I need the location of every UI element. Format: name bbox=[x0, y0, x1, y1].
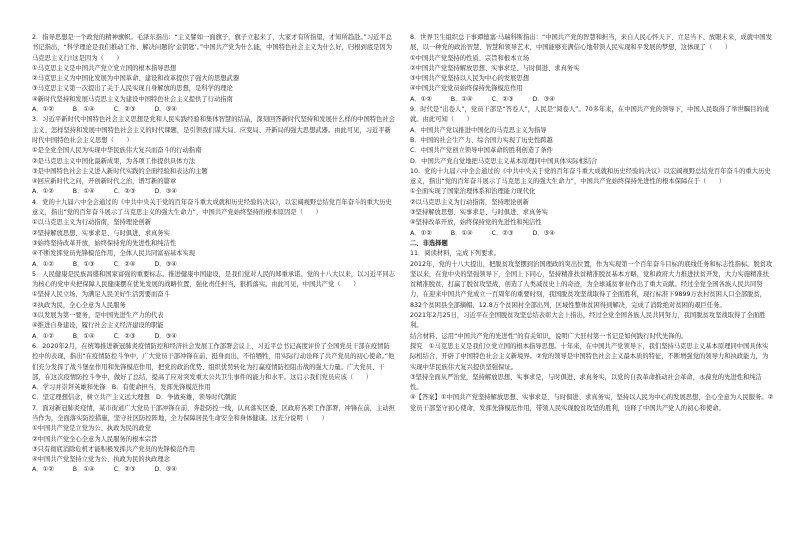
left-option-line: A．①② B．①③ C．②④ D．③④ bbox=[32, 260, 177, 268]
right-option-line: ②以马克思主义为行动指南，坚持理论创新 bbox=[410, 198, 529, 206]
left-option-line: ①马克思主义是中国共产党立党立国的根本指导思想 bbox=[32, 64, 177, 72]
right-answer-text: ④【答案】①中国共产党坚持解放思想、实事求是、与时俱进、求真务实，坚持以人民为中心的发展思想，全心全意为人民服务。②党员干部坚守初心使命，发挥先锋模范作用，带领人民实现脱贫攻坚的胜利，诠释了中国共产党人的初心和使命。 bbox=[410, 394, 774, 412]
right-column bbox=[410, 33, 774, 550]
right-option-line: A．中国共产党以推进中国化的马克思主义为指导 bbox=[410, 126, 547, 134]
right-option-line: ②中国共产党坚持解放思想、实事求是、与时俱进、求真务实 bbox=[410, 64, 580, 72]
left-option-line: ③以发展为第一要务，是中国先进生产力的代表 bbox=[32, 312, 164, 320]
left-option-line: ①坚持人民立场，为满足人民美好生活需要而奋斗 bbox=[32, 291, 170, 299]
left-option-line: ④不断发挥党员先锋模范作用，全体人民共同富裕基本实现 bbox=[32, 250, 196, 258]
left-option-line: ②是马克思主义中国化最新成果，为各项工作提供具体方法 bbox=[32, 157, 196, 165]
left-option-line: ③马克思主义第一次提出了关于人民实现自身解放的思想，是科学的理论 bbox=[32, 85, 233, 93]
right-option-line: C．中国共产党创立领导中国革命的胜利创造了条件 bbox=[410, 147, 553, 155]
left-option-line: ④推进自身建设，履行社会主义经济建设的职能 bbox=[32, 322, 164, 330]
left-option-line: ②中国共产党全心全意为人民服务的根本宗旨 bbox=[32, 435, 158, 443]
right-option-line: A．①② B．①④ C．②③ D．③④ bbox=[410, 95, 555, 103]
left-question-text: 5．人民健康是民族昌盛和国家富强的重要标志。推进健康中国建设，是我们党对人民的郑重承诺。党的十八大以来，以习近平同志为核心的党中央把保障人民健康摆在优先发展的战略位置，强化责任担当，狠抓落实。由此可见，中国共产党（ ） bbox=[32, 270, 395, 289]
left-question-text: 2．指导思想是一个政党的精神旗帜。毛泽东指出：“主义譬如一面旗子，旗子立起来了，大家才有所指望，才知所趋赴。”习近平总书记指出，“科学理论是我们推动工作、解决问题的‘金钥匙’。”中国共产党为什么能，中国特色社会主义为什么好，归根到底是因为马克思主义行!这是因为（ ） bbox=[32, 34, 393, 62]
left-option-line: ②马克思主义为中国化发展为中国革命、建设和改革提供了强大的思想武器 bbox=[32, 75, 240, 83]
right-option-line: ③坚持解放思想、实事求是、与时俱进、求真务实 bbox=[410, 209, 548, 217]
right-option-line: ③中国共产党坚持以人民为中心的发展思想 bbox=[410, 75, 529, 83]
right-option-line: B．中国的社会生产力、综合国力实现了历史性跨越 bbox=[410, 136, 553, 144]
right-question-text: 9．时代是“出卷人”，党员干部是“答卷人”，人民是“阅卷人”。70多年来，在中国共产党的领导下，中国人民取得了举世瞩目的成就。由此可知（ ） bbox=[410, 106, 770, 124]
left-option-line: ③只有彻底消除危机才能积极发挥共产党员的先锋模范作用 bbox=[32, 445, 196, 453]
left-option-line: ③是中国特色社会主义进入新时代实践的全面经验和表达的主题 bbox=[32, 167, 208, 175]
left-option-line: ④中国共产党坚持立党为公、执政为民的执政理念 bbox=[32, 456, 170, 464]
left-option-line: ②坚持解放思想、实事求是、与时俱进、求真务实 bbox=[32, 229, 170, 237]
left-question-text: 7．面对新冠肺炎疫情，某市街道广大党员干部冲锋在前，奔赴防控一线，认真落实区委、区政府各项工作部署，冲锋在前，主动担当作为，全面落实防控措施，坚守社区防控阵地，全力保障居民生命安全和身体健康。这充分说明（ ） bbox=[32, 404, 395, 422]
left-option-line: ①是全党全国人民为实现中华民族伟大复兴而奋斗的行动指南 bbox=[32, 147, 202, 155]
left-question-text: 6．2020年2月，在统筹推进新冠肺炎疫情防控和经济社会发展工作部署会议上，习近平总书记高度评价了全国党员干部在疫情防控中的表现，指出“在疫情防控斗争中，广大党员干部冲锋在前，挺身而出，不怕牺牲，用实际行动诠释了共产党员的初心使命。”他们充分发挥了战斗堡垒作用和先锋模范作用，把党的政治优势、组织优势转化为打赢疫情防控阻击战的强大力量。广大党员、干部，在这次疫情防控斗争中，做好了总结，提高了应对突发重大公共卫生事件的能力和水平。这启示我们党员应该（ ） bbox=[32, 342, 395, 381]
right-option-line: D．中国共产党自觉地把马克思主义基本原理同中国具体实际相结合 bbox=[410, 157, 598, 165]
right-answer-text: ③坚持全面从严治党，坚持解放思想、实事求是，与时俱进、求真务实，以党的自我革命推动社会革命，永葆党的先进性和纯洁性。 bbox=[410, 373, 762, 392]
left-option-line: A．①② B．①④ C．②③ D．③④ bbox=[32, 466, 177, 474]
left-option-line: ④回应新时代之问，开创新时代之治，谱写新的篇章 bbox=[32, 178, 177, 186]
left-question-text: 4．党的十九届六中全会通过的《中共中央关于党的百年奋斗重大成就和历史经验的决议》，以宏阔视野总结党百年奋斗的重大历史意义，指出“党的百年奋斗展示了马克思主义的强大生命力”，中国共产党始终坚持的根本原因是（ ） bbox=[32, 198, 392, 217]
left-option-line: ④新时代坚持和发展马克思主义为建设中国特色社会主义提供了行动指南 bbox=[32, 95, 233, 103]
right-question-text: 结合材料，运用“中国共产党的先进性”的有关知识，说明广大驻村第一书记是如何践行时代先锋的。 bbox=[410, 332, 688, 340]
left-option-line: C．坚定理想信念，树立共产主义远大理想 D．争做英雄，领导时代潮流 bbox=[32, 394, 237, 402]
left-option-line: A．①② B．①④ C．②③ D．③④ bbox=[32, 188, 177, 196]
right-option-line: ④中国共产党党员始终保持先锋模范作用 bbox=[410, 85, 523, 93]
left-option-line: ③始终坚持改革开放，始终保持党的先进性和纯洁性 bbox=[32, 239, 177, 247]
right-section-heading: 二、非选择题 bbox=[410, 239, 448, 247]
left-option-line: ①中国共产党是立党为公、执政为民的政党 bbox=[32, 425, 151, 433]
left-option-line: ①以马克思主义为行动指南，坚持理论创新 bbox=[32, 219, 151, 227]
left-option-line: ②执政为民，全心全意为人民服务 bbox=[32, 301, 126, 309]
right-question-text: 2012年，党的十八大提出，把脱贫攻坚摆到治国理政的突出位置，作为实现第一个百年奋斗目标的底线任务和标志性指标。脱贫攻坚以来，在党中央的坚强领导下，全国上下同心，坚持精准扶贫精准脱贫基本方略，党和政府大力推进扶贫开发，大力实施精准扶贫精准脱贫，打赢了脱贫攻坚战，创造了人类减贫史上的奇迹，为全球减贫事业作出了重大贡献。经过全党全国各族人民共同努力，在迎来中国共产党成立一百周年的重要时刻，我国脱贫攻坚战取得了全面胜利，现行标准下9899万农村贫困人口全部脱贫，832个贫困县全部摘帽，12.8万个贫困村全部出列，区域性整体贫困得到解决，完成了消除绝对贫困的艰巨任务。 bbox=[410, 260, 773, 309]
right-option-line: ①全面实现了国家治理体系和治理能力现代化 bbox=[410, 188, 536, 196]
left-option-line: A．①② B．①④ C．②③ D．③④ bbox=[32, 332, 177, 340]
right-option-line: ④坚持改革开放，始终保持党的先进性和纯洁性 bbox=[410, 219, 542, 227]
right-question-text: 10．党的十九届六中全会通过的《中共中央关于党的百年奋斗重大成就和历史经验的决议》以宏阔视野总结党百年奋斗的重大历史意义，指出“党的百年奋斗展示了马克思主义的强大生命力”，中国共产党始终保持先进性的根本保障在于（ ） bbox=[410, 167, 771, 186]
right-option-line: A．①② B．①④ C．②③ D．③④ bbox=[410, 229, 555, 237]
left-option-line: A．学习并崇拜英雄和先锋 B．有使命担当，发挥先锋模范作用 bbox=[32, 384, 211, 392]
right-answer-text: 探究 ①马克思主义是我们立党立国的根本指导思想。十年来，在中国共产党领导下，我们坚持马克思主义基本原理同中国具体实际相结合，开辟了中国特色社会主义新境界。②党的领导是中国特色社会主义最本质的特征，不断增强党的领导力和执政能力，为实现中华民族伟大复兴提供坚强保证。 bbox=[410, 342, 769, 371]
right-question-text: 2021年2月25日，习近平在全国脱贫攻坚总结表彰大会上指出，经过全党全国各族人民共同努力，我国脱贫攻坚战取得了全面胜利。 bbox=[410, 312, 766, 330]
left-option-line: A．①② B．①④ C．②③ D．③④ bbox=[32, 106, 177, 114]
left-column bbox=[32, 33, 396, 550]
right-question-text: 8．世界卫生组织总干事谭德塞·马瑞科斯指出：“中国共产党的智慧和担当，来自人民心怀天下、立足当下、放眼未来，成就中国发展，以一种党的政治智慧、智慧和领导艺术，中国能够充满信心地带领人民实现和平发展的梦想，这体现了（ ） bbox=[410, 34, 772, 52]
left-question-text: 3．习近平新时代中国特色社会主义思想是党和人民实践经验和集体智慧的结晶，深刻回答新时代坚持和发展什么样的中国特色社会主义、怎样坚持和发展中国特色社会主义的时代课题，是引领我们谋大局、应变局、开新局的强大思想武器。由此可见，习近平新时代中国特色社会主义思想（ ） bbox=[32, 116, 395, 144]
right-option-line: ①中国共产党坚持的性质、宗旨和根本立场 bbox=[410, 54, 529, 62]
right-question-text: 11．阅读材料，完成下列要求。 bbox=[410, 250, 500, 258]
